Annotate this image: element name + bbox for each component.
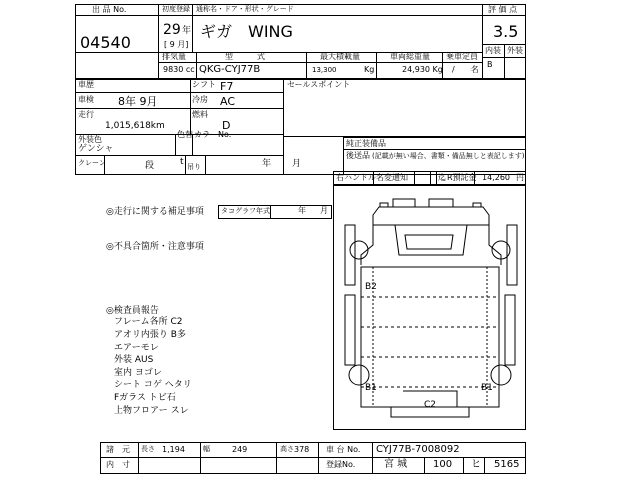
height-value: 378	[294, 445, 310, 454]
first-reg-label: 初度登録	[162, 5, 190, 13]
spec-row-1	[75, 92, 283, 93]
recycle-value: 14,260	[482, 173, 510, 182]
genuine-label: 純正装備品	[346, 139, 386, 148]
footer-div-5	[372, 442, 373, 474]
header-div-type	[196, 52, 197, 79]
recycle-label: R預託金	[447, 173, 477, 182]
sales-point-box	[283, 79, 526, 137]
disp-label: 排気量	[162, 52, 186, 61]
height-label: 高さ	[280, 445, 294, 453]
spec-row-2	[75, 108, 283, 109]
reg-div-1	[424, 457, 425, 474]
reg-label: 登録No.	[326, 460, 356, 469]
ext-color-label: 外装色	[78, 135, 102, 144]
displacement: 9830 cc	[163, 65, 195, 74]
report-line: アオリ内張り B多	[114, 330, 186, 340]
rec-div-4	[436, 171, 437, 185]
report-line: 室内 ヨゴレ	[114, 368, 162, 378]
score-div	[504, 44, 505, 79]
fuel-label: 燃料	[192, 110, 208, 119]
after-label: 後送品	[346, 151, 370, 160]
header-row-name	[158, 15, 482, 16]
color-label: 色替	[177, 130, 193, 139]
maxload-label: 最大積載量	[320, 52, 360, 61]
crane-tsuri: 吊り	[187, 163, 201, 171]
rec-div-2	[414, 171, 415, 185]
defects-title: ◎不具合箇所・注意事項	[106, 242, 204, 252]
color-no-label: カラーNo.	[194, 130, 232, 139]
car-name: ギガ WING	[200, 22, 293, 41]
equip-div	[343, 137, 344, 175]
model-code: QKG-CYJ77B	[199, 64, 261, 75]
gross-label: 車両総重量	[390, 52, 430, 61]
score-row-1	[482, 15, 526, 16]
year-unit: 年	[182, 26, 192, 36]
mileage-value: 1,015,618km	[105, 121, 165, 131]
report-line: フレーム各所 C2	[114, 317, 183, 327]
damage-b2: B2	[365, 282, 377, 292]
interior-grade: B	[487, 60, 493, 69]
report-line: シート コゲ ヘタリ	[114, 380, 192, 390]
fuel-value: D	[222, 119, 231, 132]
report-line: 外装 AUS	[114, 355, 154, 365]
length-value: 1,194	[162, 445, 185, 454]
spec-div-color	[175, 134, 176, 155]
report-line: Fガラス トビ石	[114, 393, 176, 403]
capacity-label: 乗車定員	[446, 52, 478, 61]
inspection-value: 8年 9月	[118, 95, 158, 108]
ext-color-value: ゲンシャ	[78, 144, 114, 154]
tacho-label: タコグラフ年式	[221, 207, 270, 215]
footer-div-1	[138, 442, 139, 474]
interior-label: 内装	[485, 46, 501, 55]
spec-div-crane-3	[205, 155, 206, 175]
max-load: 13,300	[312, 66, 337, 74]
report-line: 上物フロアー スレ	[114, 406, 189, 416]
crane-tons: t	[180, 157, 184, 167]
tacho-month: 月	[320, 206, 328, 215]
score-value: 3.5	[493, 22, 519, 41]
reg-kana: ヒ	[471, 459, 481, 470]
chassis-no: CYJ77B-7008092	[376, 444, 460, 455]
mileage-label: 走行	[78, 110, 94, 119]
reg-num: 5165	[494, 459, 520, 470]
capacity: / 名	[452, 65, 479, 74]
damage-c2: C2	[424, 400, 437, 410]
shift-label: シフト	[192, 80, 216, 89]
crane-year: 年	[262, 159, 272, 169]
header-row-3	[158, 62, 482, 63]
header-div-year	[192, 4, 193, 52]
header-div-load	[306, 52, 307, 79]
equip-row-0	[343, 137, 526, 138]
shift-value: F7	[220, 80, 234, 93]
lot-label: 出 品 No.	[92, 5, 127, 14]
reg-div-2	[463, 457, 464, 474]
crane-stage: 段	[145, 161, 155, 171]
width-value: 249	[232, 445, 248, 454]
type-label: 型 式	[225, 52, 265, 61]
reg-place: 宮 城	[384, 459, 408, 470]
score-label: 評 価 点	[488, 5, 518, 14]
damage-b1-right: B1	[481, 383, 493, 393]
rec-div-3	[430, 171, 431, 185]
name-change: 名変通知	[376, 173, 408, 182]
body-label: 車歴	[78, 80, 94, 89]
max-load-unit: Kg	[364, 65, 375, 74]
equip-row-1	[343, 149, 526, 150]
aircon-value: AC	[220, 95, 236, 108]
damage-b1-left: B1	[365, 383, 377, 393]
right-handle: 右ハンドル	[336, 173, 376, 182]
width-label: 幅	[203, 445, 210, 453]
after-note: (記載が無い場合、書類・備品無しと表記します)	[372, 152, 525, 160]
footer-div-3	[276, 442, 277, 474]
deadline: 迄	[438, 173, 446, 182]
supplement-title: ◎走行に関する補足事項	[106, 207, 204, 217]
inner-label: 内 寸	[106, 460, 130, 469]
chassis-label: 車 台 No.	[326, 445, 361, 454]
header-div-gross	[376, 52, 377, 79]
exterior-label: 外装	[507, 46, 523, 55]
footer-div-4	[318, 442, 319, 474]
spec-row-4	[75, 155, 283, 156]
header-row-4	[75, 52, 158, 53]
reg-class: 100	[433, 459, 453, 470]
first-reg-year: 29	[163, 22, 181, 38]
footer-div-2	[200, 442, 201, 474]
first-reg-month: [ 9 月]	[164, 40, 189, 49]
spec-div-mid	[190, 79, 191, 134]
spec-div-crane-2	[185, 155, 186, 175]
reg-div-3	[484, 457, 485, 474]
crane-label: クレーン	[78, 159, 106, 167]
dims-label: 諸 元	[106, 445, 130, 454]
crane-month: 月	[292, 159, 302, 169]
yen: 円	[516, 173, 524, 182]
length-label: 長さ	[141, 445, 155, 453]
lot-number: 04540	[80, 33, 131, 52]
header-row-1	[75, 15, 158, 16]
aircon-label: 冷房	[192, 95, 208, 104]
gross-weight: 24,930 Kg	[402, 65, 443, 74]
tacho-year: 年	[298, 206, 306, 215]
tacho-div	[270, 205, 271, 219]
truck-diagram	[333, 185, 526, 430]
report-line: エアーモレ	[114, 343, 159, 353]
sales-point-label: セールスポイント	[287, 80, 351, 89]
inspector-title: ◎検査員報告	[106, 306, 159, 316]
name-label: 通称名・ドア・形状・グレード	[196, 5, 294, 13]
inspection-label: 車検	[78, 95, 94, 104]
